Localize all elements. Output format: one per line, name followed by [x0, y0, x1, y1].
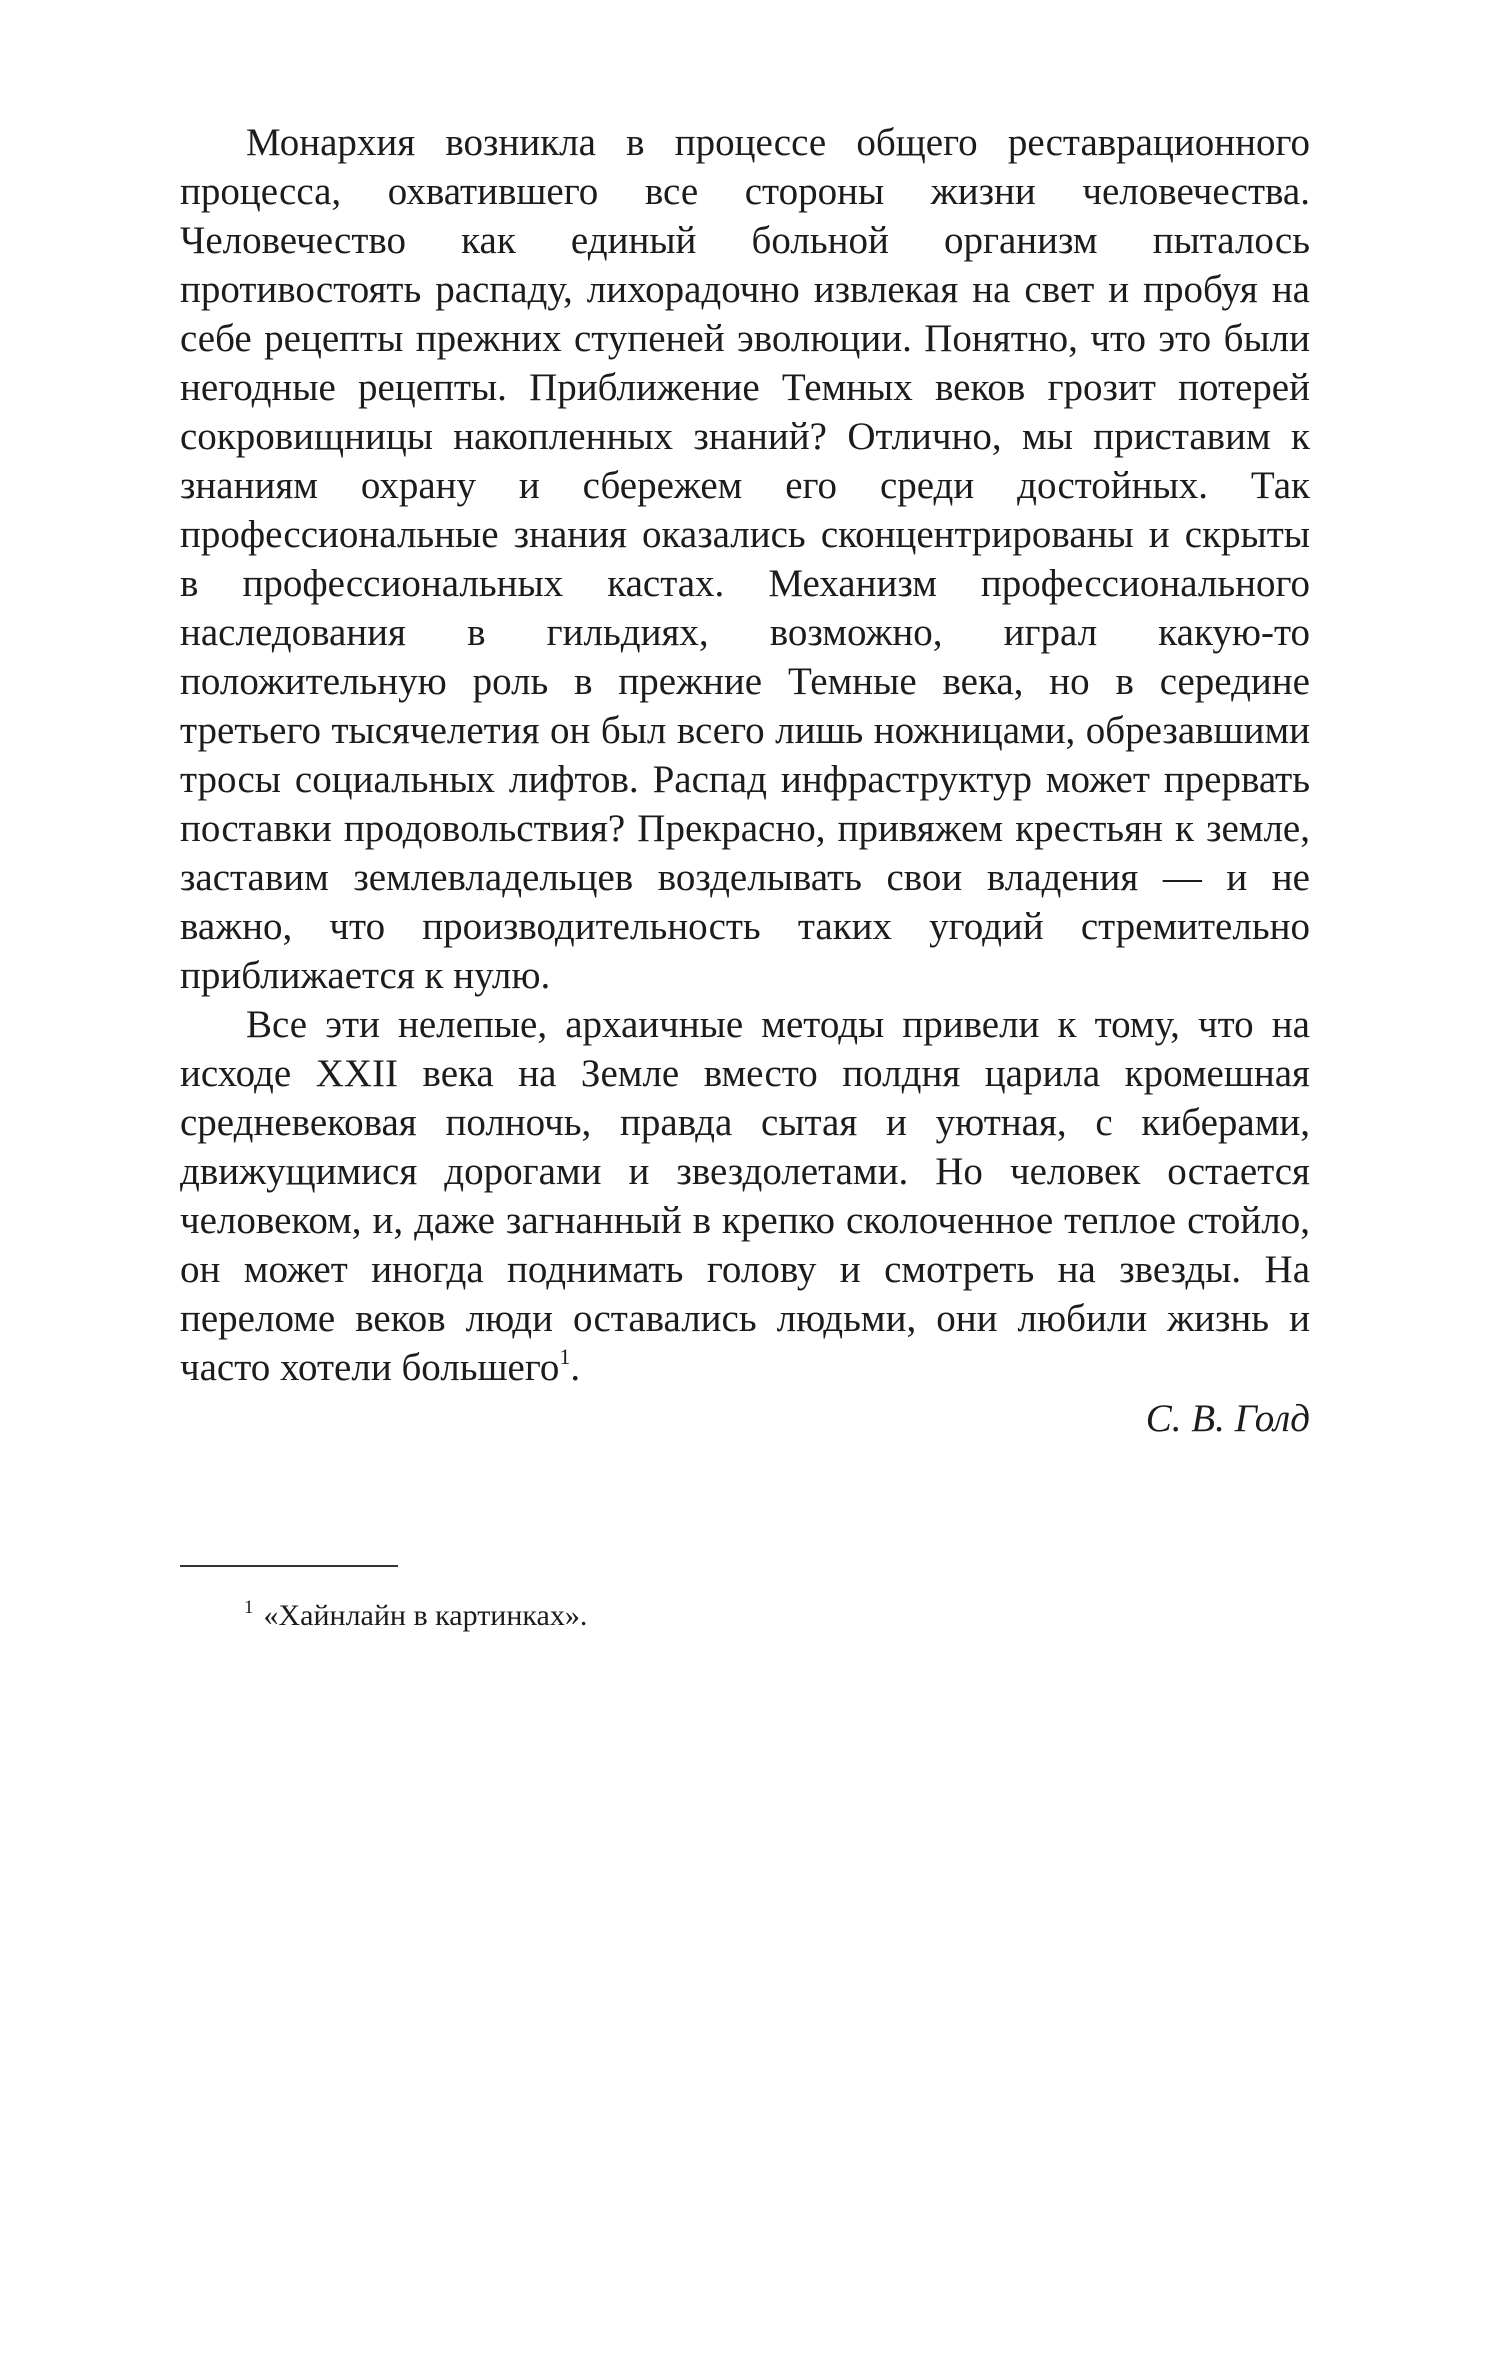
footnote-reference[interactable]: 1: [559, 1344, 571, 1369]
paragraph-2-end: .: [570, 1346, 581, 1389]
main-text: [180, 118, 1310, 1443]
footnote-divider: [180, 1565, 398, 1567]
footnote-text: «Хайнлайн в картинках».: [263, 1599, 588, 1632]
paragraph-2-text: Все эти нелепые, архаичные методы привели к тому, что на исходе XXII века на Земле вместо полдня царила кромешная средневековая полночь, правда сытая и уютная, с киберами, движущимися дорогами и звездолетами. Но человек остается человеком, и, даже загнанный в крепко сколоченное теплое стойло, он может иногда поднимать голову и смотреть на звезды. На переломе веков люди оставались людьми, они любили жизнь и часто хотели большего: [180, 1003, 1310, 1389]
footnote: [244, 1590, 587, 1634]
paragraph-1: Монархия возникла в процессе общего реставрационного процесса, охватившего все стороны жизни человечества. Человечество как единый больной организм пыталось противостоять распаду, лихорадочно извлекая на свет и пробуя на себе рецепты прежних ступеней эволюции. Понятно, что это были негодные рецепты. Приближение Темных веков грозит потерей сокровищницы накопленных знаний? Отлично, мы приставим к знаниям охрану и сбережем его среди достойных. Так профессиональные знания оказались сконцентрированы и скрыты в профессиональных кастах. Механизм профессионального наследования в гильдиях, возможно, играл какую-то положительную роль в прежние Темные века, но в середине третьего тысячелетия он был всего лишь ножницами, обрезавшими тросы социальных лифтов. Распад инфраструктур может прервать поставки продовольствия? Прекрасно, привяжем крестьян к земле, заставим землевладельцев возделывать свои владения — и не важно, что производительность таких угодий стремительно приближается к нулю.: [180, 121, 1310, 997]
author-signature: С. В. Голд: [1145, 1397, 1310, 1440]
footnote-mark: 1: [244, 1597, 254, 1618]
paragraph-2: [180, 1000, 1310, 1392]
